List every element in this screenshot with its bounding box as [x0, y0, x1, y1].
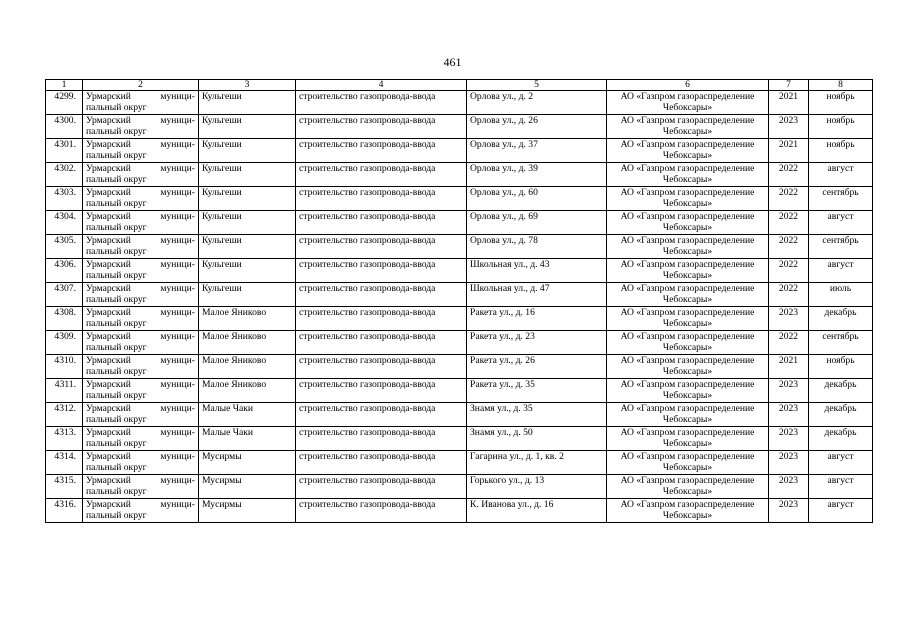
organization-line-2: Чебоксары» — [662, 270, 713, 281]
organization-line-2: Чебоксары» — [662, 294, 713, 305]
year-cell: 2023 — [769, 475, 809, 499]
address-cell: Орлова ул., д. 69 — [467, 211, 607, 235]
district-line-2: пальный округ — [86, 462, 147, 473]
organization-line-2: Чебоксары» — [662, 198, 713, 209]
table-row — [46, 187, 873, 211]
district-line-1: Урмарский муници- — [86, 379, 195, 390]
row-number: 4304. — [46, 211, 83, 235]
table-row — [46, 163, 873, 187]
row-number: 4309. — [46, 331, 83, 355]
district-line-1: Урмарский муници- — [86, 187, 195, 198]
district-line-2: пальный округ — [86, 438, 147, 449]
district-cell — [83, 379, 199, 403]
address-cell: Орлова ул., д. 37 — [467, 139, 607, 163]
work-cell: строительство газопровода-ввода — [296, 139, 467, 163]
month-cell: август — [809, 163, 873, 187]
district-line-2: пальный округ — [86, 150, 147, 161]
district-line-1: Урмарский муници- — [86, 163, 195, 174]
organization-line-2: Чебоксары» — [662, 366, 713, 377]
month-cell: август — [809, 451, 873, 475]
organization-cell — [607, 163, 769, 187]
district-line-2: пальный округ — [86, 390, 147, 401]
address-cell: Орлова ул., д. 2 — [467, 91, 607, 115]
address-cell: Гагарина ул., д. 1, кв. 2 — [467, 451, 607, 475]
district-line-2: пальный округ — [86, 342, 147, 353]
year-cell: 2021 — [769, 139, 809, 163]
year-cell: 2023 — [769, 307, 809, 331]
table-row — [46, 115, 873, 139]
organization-line-1: АО «Газпром газораспределение — [620, 451, 755, 462]
work-cell: строительство газопровода-ввода — [296, 283, 467, 307]
district-line-1: Урмарский муници- — [86, 499, 195, 510]
work-cell: строительство газопровода-ввода — [296, 427, 467, 451]
district-cell — [83, 475, 199, 499]
table-row — [46, 283, 873, 307]
table-row — [46, 379, 873, 403]
month-cell: август — [809, 475, 873, 499]
settlement-cell: Кульгеши — [199, 91, 296, 115]
organization-line-2: Чебоксары» — [662, 318, 713, 329]
organization-line-1: АО «Газпром газораспределение — [620, 499, 755, 510]
settlement-cell: Малые Чаки — [199, 403, 296, 427]
district-cell — [83, 403, 199, 427]
district-cell — [83, 115, 199, 139]
work-cell: строительство газопровода-ввода — [296, 259, 467, 283]
row-number: 4310. — [46, 355, 83, 379]
organization-line-1: АО «Газпром газораспределение — [620, 163, 755, 174]
year-cell: 2023 — [769, 451, 809, 475]
row-number: 4301. — [46, 139, 83, 163]
table-row — [46, 427, 873, 451]
district-line-2: пальный округ — [86, 294, 147, 305]
district-line-2: пальный округ — [86, 174, 147, 185]
organization-cell — [607, 307, 769, 331]
month-cell: ноябрь — [809, 139, 873, 163]
district-line-1: Урмарский муници- — [86, 403, 195, 414]
district-line-2: пальный округ — [86, 126, 147, 137]
address-cell: Школьная ул., д. 47 — [467, 283, 607, 307]
organization-line-1: АО «Газпром газораспределение — [620, 211, 755, 222]
table-row — [46, 259, 873, 283]
work-cell: строительство газопровода-ввода — [296, 307, 467, 331]
organization-cell — [607, 283, 769, 307]
district-cell — [83, 139, 199, 163]
address-cell: Орлова ул., д. 78 — [467, 235, 607, 259]
organization-cell — [607, 235, 769, 259]
year-cell: 2022 — [769, 259, 809, 283]
col-header-4: 4 — [296, 80, 467, 91]
work-cell: строительство газопровода-ввода — [296, 475, 467, 499]
address-cell: Ракета ул., д. 26 — [467, 355, 607, 379]
district-cell — [83, 451, 199, 475]
district-line-1: Урмарский муници- — [86, 307, 195, 318]
row-number: 4312. — [46, 403, 83, 427]
work-cell: строительство газопровода-ввода — [296, 451, 467, 475]
district-line-1: Урмарский муници- — [86, 259, 195, 270]
work-cell: строительство газопровода-ввода — [296, 403, 467, 427]
col-header-2: 2 — [83, 80, 199, 91]
page-number: 461 — [443, 55, 462, 69]
district-cell — [83, 187, 199, 211]
row-number: 4308. — [46, 307, 83, 331]
organization-cell — [607, 115, 769, 139]
month-cell: август — [809, 499, 873, 523]
settlement-cell: Кульгеши — [199, 235, 296, 259]
month-cell: ноябрь — [809, 355, 873, 379]
row-number: 4315. — [46, 475, 83, 499]
work-cell: строительство газопровода-ввода — [296, 355, 467, 379]
organization-cell — [607, 355, 769, 379]
district-line-1: Урмарский муници- — [86, 235, 195, 246]
work-cell: строительство газопровода-ввода — [296, 211, 467, 235]
organization-line-2: Чебоксары» — [662, 246, 713, 257]
work-cell: строительство газопровода-ввода — [296, 115, 467, 139]
settlement-cell: Кульгеши — [199, 211, 296, 235]
work-cell: строительство газопровода-ввода — [296, 235, 467, 259]
district-line-2: пальный округ — [86, 318, 147, 329]
organization-line-2: Чебоксары» — [662, 102, 713, 113]
district-line-2: пальный округ — [86, 270, 147, 281]
table-row — [46, 91, 873, 115]
table-row — [46, 451, 873, 475]
row-number: 4307. — [46, 283, 83, 307]
organization-line-2: Чебоксары» — [662, 174, 713, 185]
col-header-6: 6 — [607, 80, 769, 91]
address-cell: Знамя ул., д. 35 — [467, 403, 607, 427]
district-cell — [83, 499, 199, 523]
table-row — [46, 307, 873, 331]
organization-line-1: АО «Газпром газораспределение — [620, 259, 755, 270]
settlement-cell: Мусирмы — [199, 499, 296, 523]
settlement-cell: Мусирмы — [199, 475, 296, 499]
district-line-2: пальный округ — [86, 510, 147, 521]
address-cell: Орлова ул., д. 39 — [467, 163, 607, 187]
district-cell — [83, 283, 199, 307]
col-header-8: 8 — [809, 80, 873, 91]
month-cell: декабрь — [809, 403, 873, 427]
row-number: 4313. — [46, 427, 83, 451]
year-cell: 2021 — [769, 355, 809, 379]
district-line-2: пальный округ — [86, 414, 147, 425]
address-cell: Ракета ул., д. 16 — [467, 307, 607, 331]
organization-line-1: АО «Газпром газораспределение — [620, 283, 755, 294]
settlement-cell: Малое Яниково — [199, 379, 296, 403]
organization-cell — [607, 211, 769, 235]
district-line-1: Урмарский муници- — [86, 451, 195, 462]
district-line-2: пальный округ — [86, 222, 147, 233]
year-cell: 2021 — [769, 91, 809, 115]
row-number: 4314. — [46, 451, 83, 475]
organization-line-2: Чебоксары» — [662, 438, 713, 449]
month-cell: сентябрь — [809, 331, 873, 355]
col-header-1: 1 — [46, 80, 83, 91]
work-cell: строительство газопровода-ввода — [296, 331, 467, 355]
district-cell — [83, 235, 199, 259]
district-cell — [83, 163, 199, 187]
month-cell: июль — [809, 283, 873, 307]
organization-line-1: АО «Газпром газораспределение — [620, 331, 755, 342]
organization-line-1: АО «Газпром газораспределение — [620, 91, 755, 102]
table-row — [46, 331, 873, 355]
table-row — [46, 355, 873, 379]
month-cell: ноябрь — [809, 91, 873, 115]
organization-cell — [607, 403, 769, 427]
organization-cell — [607, 427, 769, 451]
organization-cell — [607, 451, 769, 475]
month-cell: август — [809, 211, 873, 235]
organization-line-1: АО «Газпром газораспределение — [620, 355, 755, 366]
district-line-1: Урмарский муници- — [86, 115, 195, 126]
row-number: 4306. — [46, 259, 83, 283]
address-cell: Горького ул., д. 13 — [467, 475, 607, 499]
district-cell — [83, 259, 199, 283]
organization-line-2: Чебоксары» — [662, 150, 713, 161]
district-line-2: пальный округ — [86, 366, 147, 377]
district-cell — [83, 331, 199, 355]
organization-cell — [607, 259, 769, 283]
col-header-7: 7 — [769, 80, 809, 91]
organization-line-1: АО «Газпром газораспределение — [620, 427, 755, 438]
district-line-1: Урмарский муници- — [86, 211, 195, 222]
header-row — [46, 80, 873, 91]
organization-cell — [607, 499, 769, 523]
district-cell — [83, 307, 199, 331]
organization-line-2: Чебоксары» — [662, 462, 713, 473]
year-cell: 2022 — [769, 331, 809, 355]
month-cell: декабрь — [809, 427, 873, 451]
district-line-1: Урмарский муници- — [86, 139, 195, 150]
month-cell: декабрь — [809, 307, 873, 331]
district-line-2: пальный округ — [86, 486, 147, 497]
organization-line-2: Чебоксары» — [662, 390, 713, 401]
organization-cell — [607, 331, 769, 355]
organization-cell — [607, 139, 769, 163]
district-line-2: пальный округ — [86, 102, 147, 113]
settlement-cell: Кульгеши — [199, 187, 296, 211]
organization-line-1: АО «Газпром газораспределение — [620, 475, 755, 486]
district-line-2: пальный округ — [86, 198, 147, 209]
year-cell: 2022 — [769, 235, 809, 259]
organization-cell — [607, 475, 769, 499]
settlement-cell: Малое Яниково — [199, 355, 296, 379]
address-cell: Школьная ул., д. 43 — [467, 259, 607, 283]
settlement-cell: Кульгеши — [199, 283, 296, 307]
year-cell: 2023 — [769, 403, 809, 427]
table-row — [46, 211, 873, 235]
month-cell: ноябрь — [809, 115, 873, 139]
district-line-1: Урмарский муници- — [86, 331, 195, 342]
organization-line-1: АО «Газпром газораспределение — [620, 115, 755, 126]
month-cell: август — [809, 259, 873, 283]
row-number: 4300. — [46, 115, 83, 139]
organization-cell — [607, 187, 769, 211]
gasification-table — [45, 79, 873, 523]
work-cell: строительство газопровода-ввода — [296, 91, 467, 115]
district-cell — [83, 355, 199, 379]
address-cell: К. Иванова ул., д. 16 — [467, 499, 607, 523]
row-number: 4302. — [46, 163, 83, 187]
year-cell: 2023 — [769, 499, 809, 523]
district-line-1: Урмарский муници- — [86, 91, 195, 102]
organization-line-1: АО «Газпром газораспределение — [620, 235, 755, 246]
work-cell: строительство газопровода-ввода — [296, 163, 467, 187]
row-number: 4303. — [46, 187, 83, 211]
year-cell: 2023 — [769, 427, 809, 451]
settlement-cell: Кульгеши — [199, 163, 296, 187]
year-cell: 2022 — [769, 283, 809, 307]
district-line-2: пальный округ — [86, 246, 147, 257]
col-header-3: 3 — [199, 80, 296, 91]
address-cell: Ракета ул., д. 23 — [467, 331, 607, 355]
address-cell: Орлова ул., д. 60 — [467, 187, 607, 211]
row-number: 4305. — [46, 235, 83, 259]
year-cell: 2023 — [769, 379, 809, 403]
work-cell: строительство газопровода-ввода — [296, 187, 467, 211]
year-cell: 2022 — [769, 187, 809, 211]
settlement-cell: Кульгеши — [199, 115, 296, 139]
year-cell: 2022 — [769, 163, 809, 187]
organization-line-1: АО «Газпром газораспределение — [620, 307, 755, 318]
row-number: 4299. — [46, 91, 83, 115]
district-cell — [83, 91, 199, 115]
organization-line-2: Чебоксары» — [662, 222, 713, 233]
row-number: 4316. — [46, 499, 83, 523]
district-line-1: Урмарский муници- — [86, 283, 195, 294]
settlement-cell: Мусирмы — [199, 451, 296, 475]
table-row — [46, 499, 873, 523]
table-row — [46, 235, 873, 259]
organization-cell — [607, 379, 769, 403]
table-row — [46, 403, 873, 427]
organization-line-2: Чебоксары» — [662, 414, 713, 425]
address-cell: Знамя ул., д. 50 — [467, 427, 607, 451]
settlement-cell: Малое Яниково — [199, 307, 296, 331]
month-cell: сентябрь — [809, 187, 873, 211]
month-cell: сентябрь — [809, 235, 873, 259]
year-cell: 2023 — [769, 115, 809, 139]
table-row — [46, 139, 873, 163]
organization-line-2: Чебоксары» — [662, 126, 713, 137]
address-cell: Орлова ул., д. 26 — [467, 115, 607, 139]
organization-line-1: АО «Газпром газораспределение — [620, 187, 755, 198]
row-number: 4311. — [46, 379, 83, 403]
year-cell: 2022 — [769, 211, 809, 235]
organization-line-1: АО «Газпром газораспределение — [620, 379, 755, 390]
work-cell: строительство газопровода-ввода — [296, 499, 467, 523]
settlement-cell: Кульгеши — [199, 139, 296, 163]
settlement-cell: Кульгеши — [199, 259, 296, 283]
district-line-1: Урмарский муници- — [86, 475, 195, 486]
settlement-cell: Малые Чаки — [199, 427, 296, 451]
organization-line-1: АО «Газпром газораспределение — [620, 403, 755, 414]
district-line-1: Урмарский муници- — [86, 355, 195, 366]
organization-line-2: Чебоксары» — [662, 342, 713, 353]
organization-line-2: Чебоксары» — [662, 510, 713, 521]
col-header-5: 5 — [467, 80, 607, 91]
district-cell — [83, 211, 199, 235]
settlement-cell: Малое Яниково — [199, 331, 296, 355]
table-row — [46, 475, 873, 499]
address-cell: Ракета ул., д. 35 — [467, 379, 607, 403]
month-cell: декабрь — [809, 379, 873, 403]
district-cell — [83, 427, 199, 451]
work-cell: строительство газопровода-ввода — [296, 379, 467, 403]
organization-line-2: Чебоксары» — [662, 486, 713, 497]
organization-line-1: АО «Газпром газораспределение — [620, 139, 755, 150]
organization-cell — [607, 91, 769, 115]
district-line-1: Урмарский муници- — [86, 427, 195, 438]
